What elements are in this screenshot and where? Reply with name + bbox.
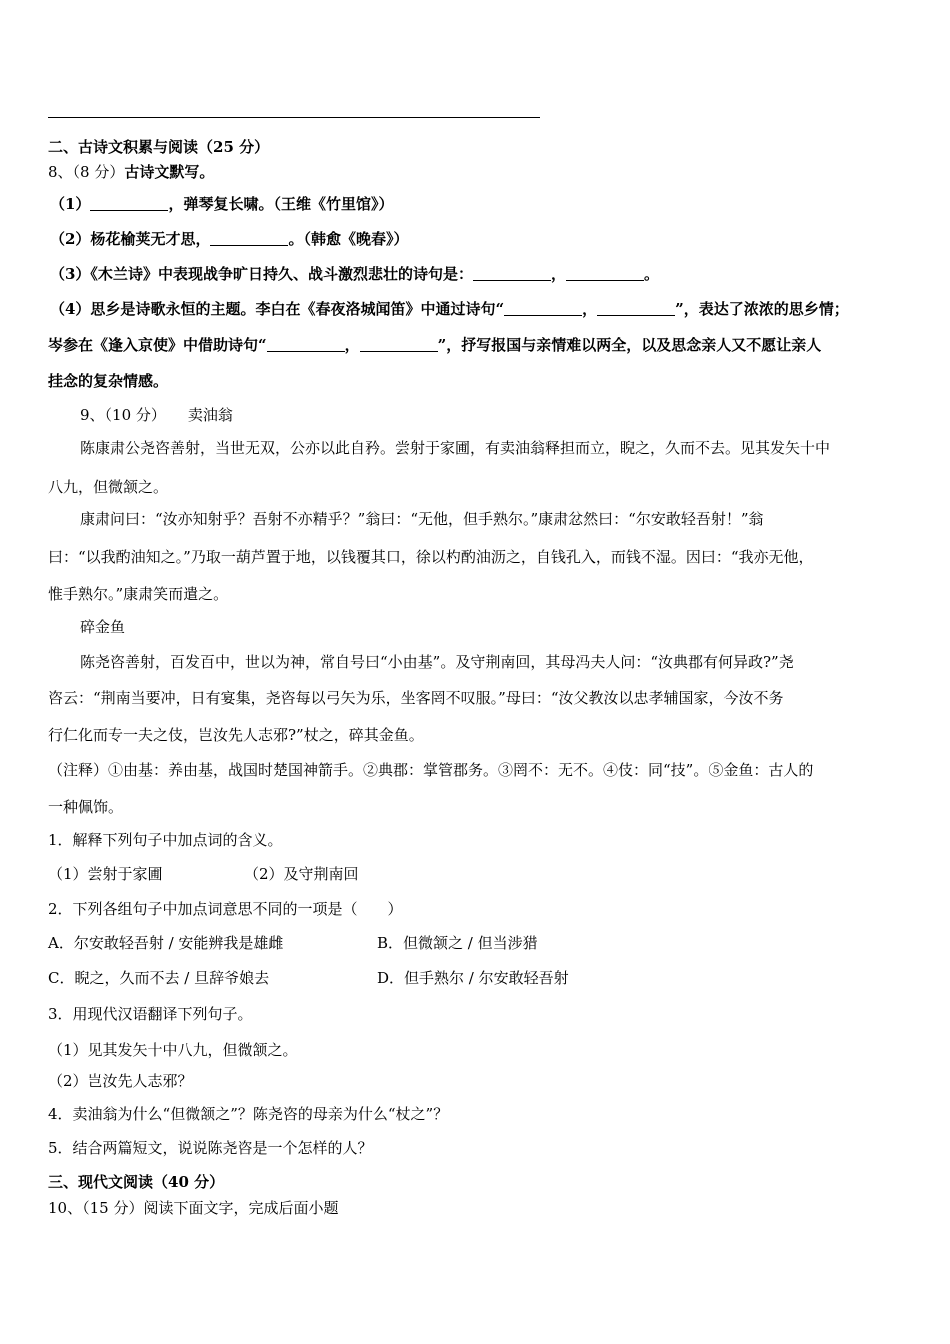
- q8-item-3-prefix: （3）《木兰诗》中表现战争旷日持久、战斗激烈悲壮的诗句是：: [50, 265, 473, 283]
- passage-3-line: 咨云：“荆南当要冲，日有宴集，尧咨每以弓矢为乐，坐客罔不叹服。”母曰：“汝父教汝以忠孝辅国家，今汝不务: [48, 689, 784, 707]
- q10-header: 10、（15 分）阅读下面文字，完成后面小题: [48, 1199, 339, 1217]
- annotation-line: 一种佩饰。: [48, 798, 124, 816]
- passage-2-line: 曰：“以我酌油知之。”乃取一葫芦置于地，以钱覆其口，徐以杓酌油沥之，自钱孔入，而钱不湿。因曰：“我亦无他，: [48, 548, 814, 566]
- q8-item-4-text: （4）思乡是诗歌永恒的主题。李白在《春夜洛城闻笛》中通过诗句“: [50, 300, 505, 318]
- sub-question-5: 5．结合两篇短文，说说陈尧咨是一个怎样的人？: [48, 1139, 373, 1157]
- q8-item-2-suffix: 。（韩愈《晚春》）: [288, 230, 409, 248]
- sub-question-3b: （2）岂汝先人志邪？: [48, 1072, 193, 1090]
- q8-item-2-prefix: （2）杨花榆荚无才思，: [50, 230, 211, 248]
- q8-item-1-suffix: ，弹琴复长啸。（王维《竹里馆》）: [168, 195, 394, 213]
- sub-question-2: 2．下列各组句子中加点词意思不同的一项是（ ）: [48, 900, 403, 918]
- q8-item-1-prefix: （1）: [50, 195, 91, 213]
- answer-blank: [210, 231, 288, 246]
- q9-title: 卖油翁: [187, 406, 233, 424]
- q8-item-4-line-3: 挂念的复杂情感。: [48, 372, 169, 390]
- answer-blank: [566, 266, 644, 281]
- sub-question-1a: （1）尝射于家圃: [48, 865, 163, 883]
- sub-question-1b: （2）及守荆南回: [244, 865, 359, 883]
- passage-1-line: 八九，但微颔之。: [48, 478, 169, 496]
- q8-number: 8、（8 分）: [48, 163, 125, 181]
- passage-2-line: 惟手熟尔。”康肃笑而遣之。: [48, 585, 229, 603]
- q9-number: 9、（10 分）: [80, 406, 166, 424]
- option-a: A．尔安敢轻吾射 / 安能辨我是雄雌: [48, 934, 284, 952]
- q8-item-4-mid: ，: [344, 336, 360, 354]
- sub-question-3a: （1）见其发矢十中八九，但微颔之。: [48, 1041, 298, 1059]
- answer-blank: [90, 196, 168, 211]
- sub-question-4: 4．卖油翁为什么“但微颔之”？陈尧咨的母亲为什么“杖之”？: [48, 1105, 449, 1123]
- q8-item-3-mid: ，: [550, 265, 566, 283]
- q8-item-3-suffix: 。: [643, 265, 659, 283]
- option-b: B．但微颔之 / 但当涉猎: [377, 934, 538, 952]
- section-3-title: 三、现代文阅读（40 分）: [48, 1173, 225, 1191]
- q9-header: [80, 405, 233, 425]
- annotation-line: （注释）①由基：养由基，战国时楚国神箭手。②典郡：掌管郡务。③罔不：无不。④伎：同“技”。⑤金鱼：古人的: [48, 761, 814, 779]
- answer-blank: [504, 301, 582, 316]
- passage-3-line: 陈尧咨善射，百发百中，世以为神，常自号曰“小由基”。及守荆南回，其母冯夫人问：“汝典郡有何异政?”尧: [80, 653, 794, 671]
- section-2-title: 二、古诗文积累与阅读（25 分）: [48, 138, 270, 156]
- q8-item-4-suffix: ”，表达了浓浓的思乡情；: [675, 300, 849, 318]
- answer-blank: [267, 337, 345, 352]
- q8-item-4-line-1: [50, 299, 849, 319]
- answer-blank: [597, 301, 675, 316]
- passage-1-line: 陈康肃公尧咨善射，当世无双，公亦以此自矜。尝射于家圃，有卖油翁释担而立，睨之，久而不去。见其发矢十中: [80, 439, 831, 457]
- q8-item-4-suffix: ”，抒写报国与亲情难以两全，以及思念亲人又不愿让亲人: [437, 336, 822, 354]
- q8-item-4-line-2: [48, 335, 821, 355]
- passage-title-2: 碎金鱼: [80, 618, 126, 636]
- q8-header: [48, 162, 214, 182]
- q8-item-4-text: 岑参在《逢入京使》中借助诗句“: [48, 336, 267, 354]
- q8-title: 古诗文默写。: [124, 163, 215, 181]
- passage-3-line: 行仁化而专一夫之伎，岂汝先人志邪?”杖之，碎其金鱼。: [48, 726, 424, 744]
- sub-question-1: 1．解释下列句子中加点词的含义。: [48, 831, 283, 849]
- q8-item-3: [50, 264, 659, 284]
- passage-2-line: 康肃问曰：“汝亦知射乎？吾射不亦精乎？”翁曰：“无他，但手熟尔。”康肃忿然曰：“尔安敢轻吾射！”翁: [80, 510, 764, 528]
- sub-question-3: 3．用现代汉语翻译下列句子。: [48, 1005, 253, 1023]
- answer-blank: [360, 337, 438, 352]
- answer-underline: [48, 117, 540, 118]
- answer-blank: [473, 266, 551, 281]
- q8-item-4-mid: ，: [582, 300, 598, 318]
- q8-item-2: [50, 229, 408, 249]
- option-c: C．睨之，久而不去 / 旦辞爷娘去: [48, 969, 270, 987]
- option-d: D．但手熟尔 / 尔安敢轻吾射: [377, 969, 569, 987]
- q8-item-1: [50, 194, 393, 214]
